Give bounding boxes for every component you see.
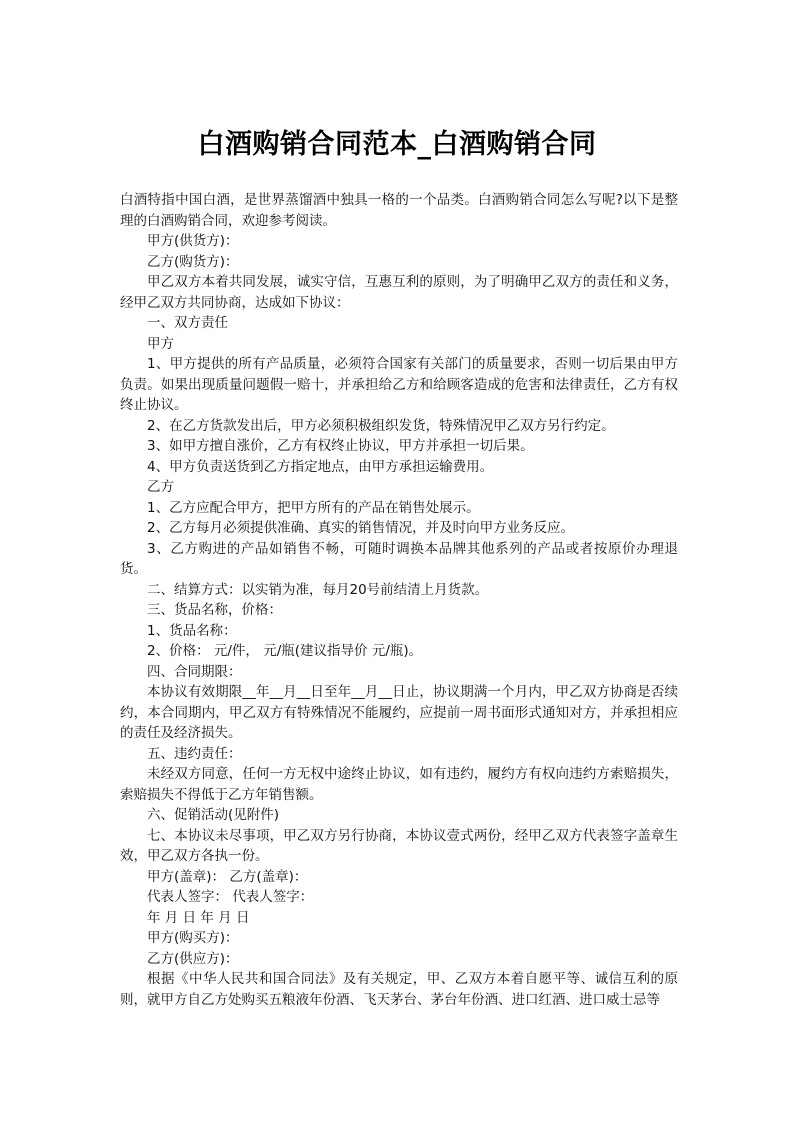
section-heading-liability: 五、违约责任： [147,745,242,762]
paragraph-second-contract-preamble: 根据《中华人民共和国合同法》及有关规定，甲、乙双方本着自愿平等、诚信互利的原则，就甲方自乙方处购买五粮液年份酒、飞天茅台、茅台年份酒、进口红酒、进口威士忌等 [120,971,678,1008]
paragraph-party-b-supplier: 乙方(供应方)： [147,950,239,967]
paragraph-party-a-item-2: 2、在乙方货款发出后，甲方必须积极组织发货，特殊情况甲乙双方另行约定。 [147,417,615,434]
paragraph-party-a-item-3: 3、如甲方擅自涨价，乙方有权终止协议，甲方并承担一切后果。 [147,438,534,454]
subheading-party-a: 甲方 [147,335,174,352]
section-heading-goods-price: 三、货品名称，价格： [147,602,282,618]
paragraph-party-b-buyer: 乙方(购货方)： [147,253,239,270]
document-body [120,190,678,1010]
section-heading-promotion: 六、促销活动(见附件) [147,807,280,823]
paragraph-party-a-item-4: 4、甲方负责送货到乙方指定地点，由甲方承担运输费用。 [147,458,494,475]
signature-representative-line: 代表人签字： 代表人签字： [147,889,314,905]
section-heading-responsibilities: 一、双方责任 [147,315,228,331]
paragraph-party-b-item-2: 2、乙方每月必须提供准确、真实的销售情况，并及时向甲方业务反应。 [147,520,575,536]
paragraph-goods-price: 2、价格： 元/件， 元/瓶(建议指导价 元/瓶)。 [147,643,423,659]
paragraph-agreement-preamble: 甲乙双方本着共同发展，诚实守信，互惠互利的原则，为了明确甲乙双方的责任和义务，经甲乙双方共同协商，达成如下协议： [120,274,678,311]
subheading-party-b: 乙方 [147,479,174,495]
paragraph-party-b-item-1: 1、乙方应配合甲方，把甲方所有的产品在销售处展示。 [147,499,480,516]
section-heading-settlement: 二、结算方式：以实销为准，每月20号前结清上月货款。 [147,581,489,598]
paragraph-intro: 白酒特指中国白酒，是世界蒸馏酒中独具一格的一个品类。白酒购销合同怎么写呢?以下是整理的白酒购销合同，欢迎参考阅读。 [120,192,678,229]
signature-date-line: 年 月 日 年 月 日 [147,909,250,926]
paragraph-party-b-item-3: 3、乙方购进的产品如销售不畅，可随时调换本品牌其他系列的产品或者按原价办理退货。 [120,540,678,577]
paragraph-party-a-purchaser: 甲方(购买方)： [147,930,239,946]
paragraph-contract-term: 本协议有效期限__年__月__日至年__月__日止，协议期满一个月内，甲乙双方协商是否续约，本合同期内，甲乙双方有特殊情况不能履约，应提前一周书面形式通知对方，并承担相应的责任及经济损失。 [120,684,678,741]
document-title: 白酒购销合同范本_白酒购销合同 [197,129,597,160]
signature-seal-line: 甲方(盖章)： 乙方(盖章)： [147,868,308,885]
section-heading-contract-term: 四、合同期限： [147,663,242,680]
paragraph-party-a-supplier: 甲方(供货方)： [147,233,239,249]
paragraph-goods-name: 1、货品名称： [147,622,237,639]
paragraph-supplementary: 七、本协议未尽事项，甲乙双方另行协商，本协议壹式两份，经甲乙双方代表签字盖章生效，甲乙双方各执一份。 [120,827,678,864]
paragraph-party-a-item-1: 1、甲方提供的所有产品质量，必须符合国家有关部门的质量要求，否则一切后果由甲方负责。如果出现质量问题假一赔十，并承担给乙方和给顾客造成的危害和法律责任，乙方有权终止协议。 [120,356,678,413]
paragraph-liability: 未经双方同意，任何一方无权中途终止协议，如有违约，履约方有权向违约方索赔损失，索赔损失不得低于乙方年销售额。 [120,766,678,803]
